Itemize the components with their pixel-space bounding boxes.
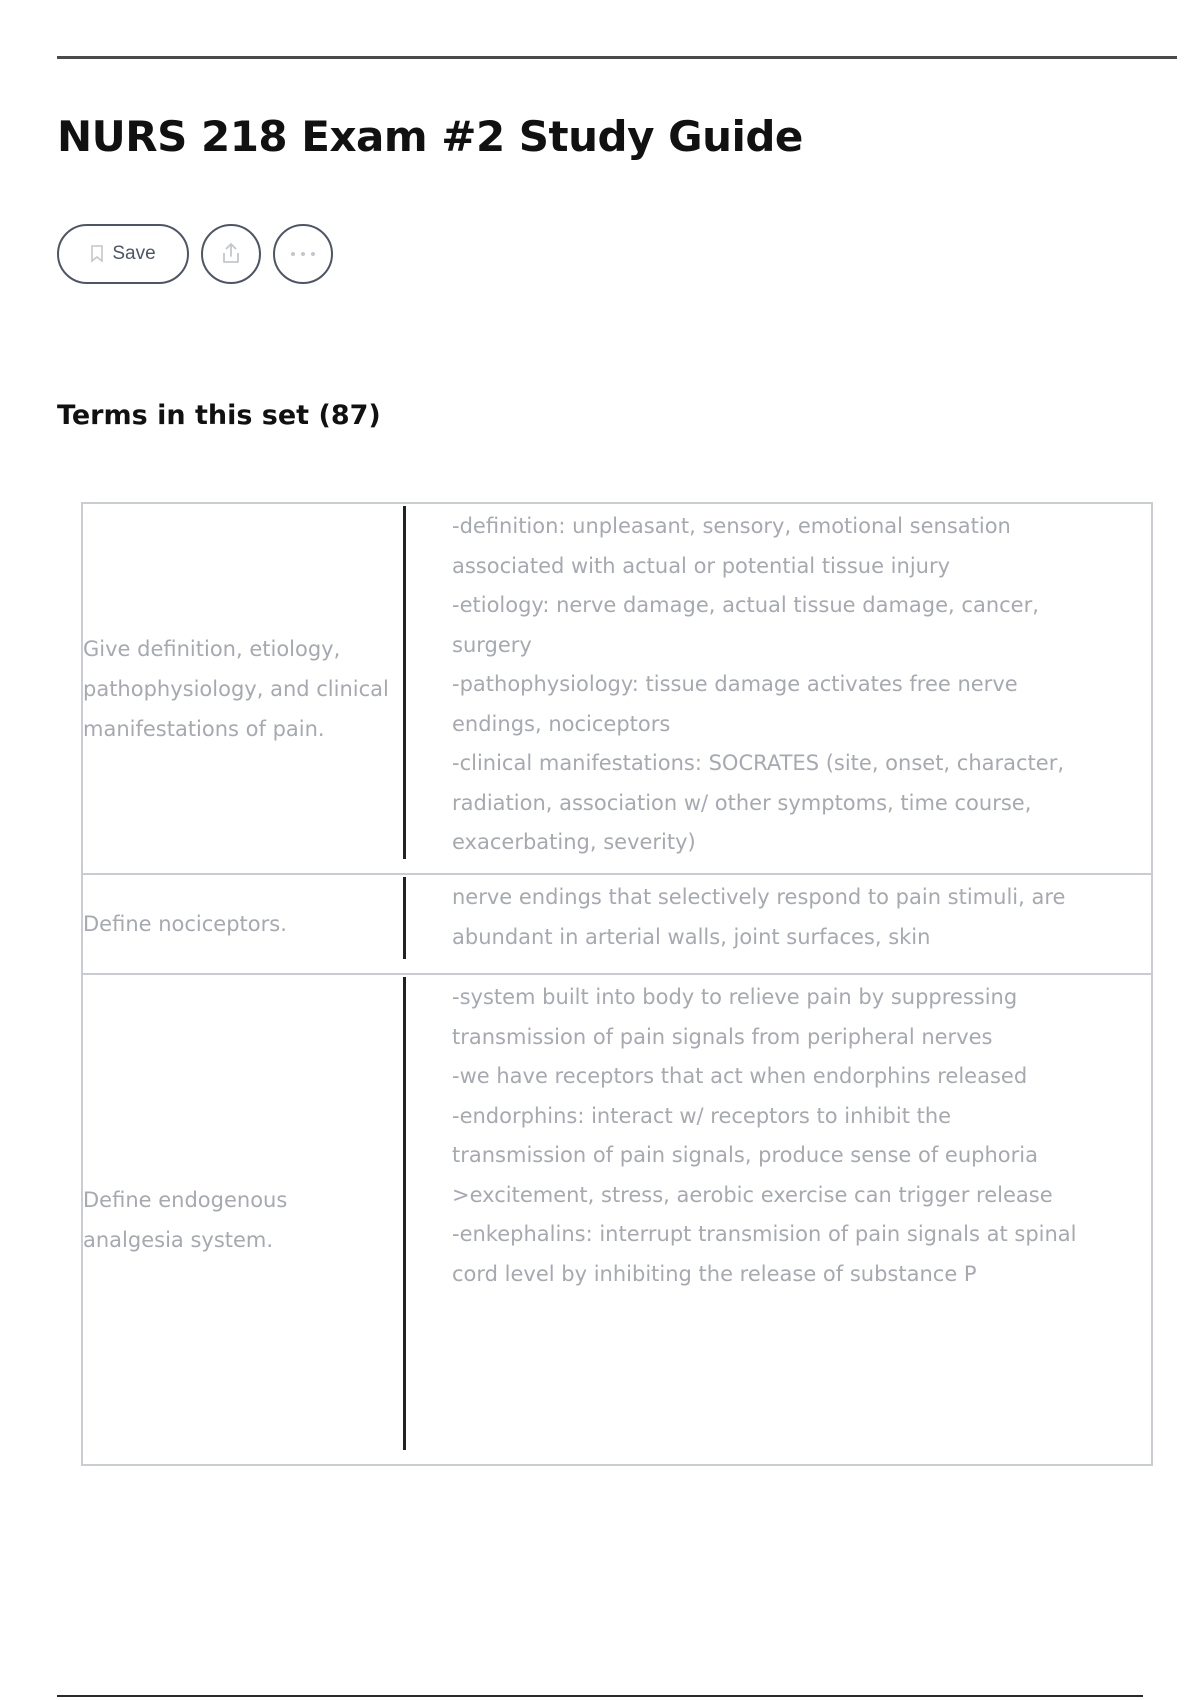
share-button[interactable] <box>201 224 261 284</box>
bookmark-icon <box>90 245 104 263</box>
page-title: NURS 218 Exam #2 Study Guide <box>57 112 803 161</box>
term-row <box>83 875 1151 975</box>
bottom-divider <box>57 1695 1143 1697</box>
term-text: Define endogenous analgesia system. <box>83 1187 288 1252</box>
terms-heading: Terms in this set (87) <box>57 400 381 431</box>
share-icon <box>218 241 244 267</box>
action-bar <box>57 224 333 284</box>
terms-table <box>81 502 1153 1466</box>
save-button[interactable] <box>57 224 189 284</box>
more-icon <box>289 250 317 258</box>
term-row <box>83 504 1151 875</box>
top-divider <box>57 56 1177 59</box>
term-text: Give definition, etiology, pathophysiology, and clinical manifestations of pain. <box>83 636 389 741</box>
definition-text: -system built into body to relieve pain by suppressing transmission of pain signals from peripheral nerves -we have receptors that act when endorphins released -endorphins: interact w/ receptors to inhibit the transmission of pain signals, produce sense of euphoria >excitement, stress, aerobic exercise can trigger release -enkephalins: interrupt transmision of pain signals at spinal cord level by inhibiting the release of substance P <box>452 985 1077 1286</box>
definition-text: -definition: unpleasant, sensory, emotional sensation associated with actual or potential tissue injury -etiology: nerve damage, actual tissue damage, cancer, surgery -pathophysiology: tissue damage activates free nerve endings, nociceptors -clinical manifestations: SOCRATES (site, onset, character, radiation, association w/ other symptoms, time course, exacerbating, severity) <box>452 514 1065 854</box>
term-row <box>83 975 1151 1464</box>
term-text: Define nociceptors. <box>83 912 287 936</box>
save-button-label: Save <box>112 243 156 264</box>
more-button[interactable] <box>273 224 333 284</box>
definition-text: nerve endings that selectively respond to pain stimuli, are abundant in arterial walls, joint surfaces, skin <box>452 885 1066 949</box>
